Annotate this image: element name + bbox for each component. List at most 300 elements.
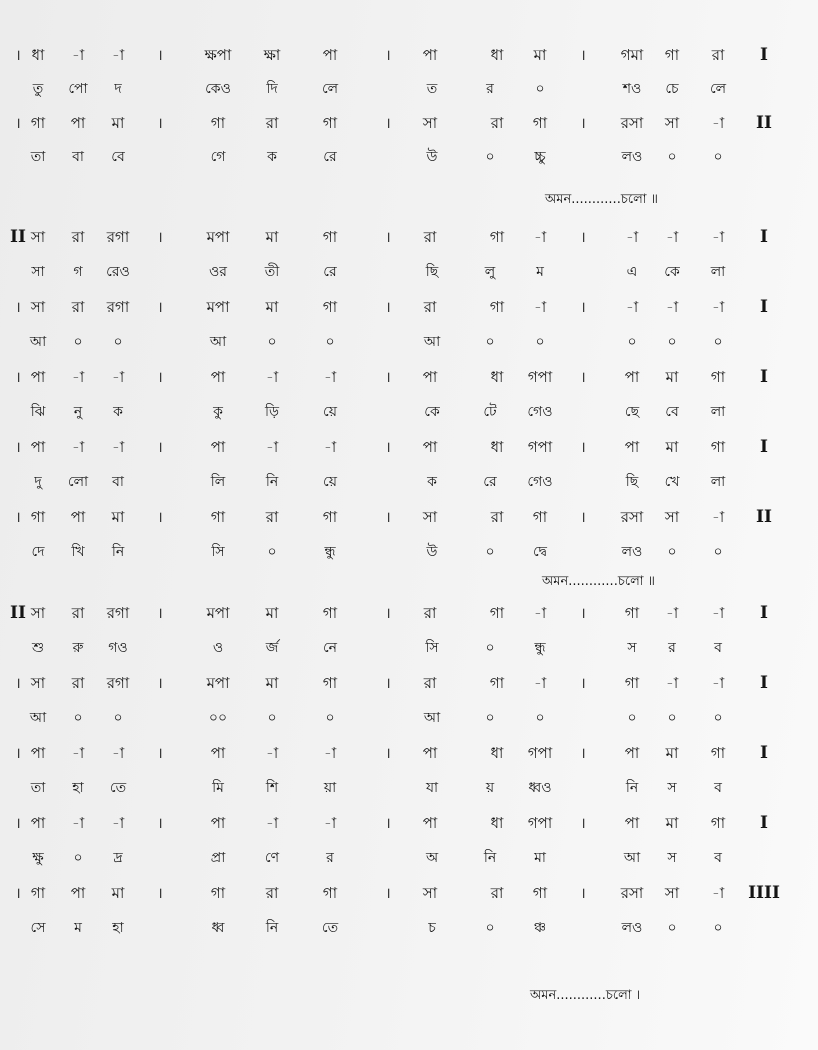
bar-line: । (385, 744, 391, 762)
lyric-syllable: ম (536, 264, 544, 280)
bar-line: । (157, 228, 163, 246)
swar-note: রগা (106, 298, 130, 316)
lyric-syllable: ত (426, 81, 438, 97)
swar-note: -া (665, 604, 679, 622)
lyric-syllable: ছি (625, 474, 639, 490)
bar-line: । (580, 368, 586, 386)
swar-note: ধা (490, 46, 504, 64)
swar-note: -া (533, 298, 547, 316)
lyric-syllable: গে (210, 149, 226, 165)
lyric-syllable: তে (109, 780, 127, 796)
swar-note: I (760, 297, 768, 317)
swar-note: গা (322, 604, 338, 622)
refrain-cue: অমন............চলো ॥ (545, 192, 659, 207)
lyric-row (0, 467, 818, 497)
lyric-syllable: ঞ্চ (533, 920, 547, 936)
lyric-syllable: যা (425, 780, 439, 796)
swar-note: পা (322, 46, 338, 64)
swar-note: পা (422, 744, 438, 762)
swar-note: I (760, 437, 768, 457)
swar-note: রা (490, 884, 504, 902)
swar-note: -া (323, 744, 337, 762)
bar-line: । (157, 114, 163, 132)
swar-note: রা (265, 114, 279, 132)
swar-note: সা (664, 114, 680, 132)
lyric-syllable: স (667, 850, 677, 866)
lyric-syllable: ০ (535, 81, 545, 97)
lyric-syllable: নে (322, 640, 338, 656)
swar-note: রা (71, 674, 85, 692)
lyric-syllable: গ (73, 264, 83, 280)
bar-line: । (580, 814, 586, 832)
swar-note: -া (265, 814, 279, 832)
swar-note: পা (210, 368, 226, 386)
swar-note: রসা (620, 508, 644, 526)
lyric-syllable: আ (423, 710, 441, 726)
swar-row (0, 502, 818, 532)
swar-note: মপা (206, 604, 230, 622)
lyric-syllable: লা (710, 404, 726, 420)
bar-line: । (385, 884, 391, 902)
swar-note: পা (624, 744, 640, 762)
swar-note: -া (625, 228, 639, 246)
lyric-syllable: য়ে (323, 474, 337, 490)
swar-note: রা (71, 604, 85, 622)
lyric-syllable: গেও (527, 404, 553, 420)
lyric-syllable: ০ (667, 544, 677, 560)
swar-note: পা (70, 508, 86, 526)
swar-row (0, 598, 818, 628)
lyric-syllable: সে (30, 920, 46, 936)
swar-note: পা (70, 884, 86, 902)
lyric-syllable: আ (29, 334, 47, 350)
lyric-syllable: য়া (323, 780, 337, 796)
swar-row (0, 808, 818, 838)
swar-note: ধা (31, 46, 45, 64)
swar-note: -া (111, 46, 125, 64)
swar-note: গা (210, 508, 226, 526)
lyric-row (0, 142, 818, 172)
lyric-syllable: ০ (485, 640, 495, 656)
bar-line: । (580, 46, 586, 64)
bar-line: । (385, 604, 391, 622)
swar-note: মা (265, 298, 279, 316)
bar-line: । (580, 744, 586, 762)
lyric-syllable: ০ (713, 920, 723, 936)
lyric-syllable: র (326, 850, 334, 866)
swar-note: -া (71, 46, 85, 64)
swar-note: মা (665, 438, 679, 456)
bar-line: । (157, 508, 163, 526)
bar-line: । (15, 744, 21, 762)
lyric-syllable: ০ (267, 544, 277, 560)
swar-note: -া (71, 368, 85, 386)
swar-note: ধা (490, 438, 504, 456)
swar-note: ধা (490, 368, 504, 386)
lyric-syllable: তী (264, 264, 280, 280)
swar-note: গা (210, 884, 226, 902)
lyric-row (0, 257, 818, 287)
swar-note: গা (710, 744, 726, 762)
swar-row (0, 362, 818, 392)
swar-note: গা (489, 298, 505, 316)
lyric-syllable: প্রা (210, 850, 226, 866)
lyric-syllable: গেও (527, 474, 553, 490)
lyric-syllable: ধ্বও (528, 780, 552, 796)
swar-note: গপা (527, 744, 553, 762)
swar-note: মা (665, 744, 679, 762)
lyric-syllable: বা (112, 474, 124, 490)
swar-note: গপা (527, 814, 553, 832)
lyric-syllable: সি (211, 544, 225, 560)
bar-line: । (580, 298, 586, 316)
lyric-syllable: ০ (267, 710, 277, 726)
swar-note: গা (489, 674, 505, 692)
swar-note: I (760, 813, 768, 833)
lyric-syllable: উ (426, 544, 438, 560)
lyric-syllable: র্জ (265, 640, 279, 656)
swar-note: গা (322, 298, 338, 316)
bar-line: । (157, 814, 163, 832)
swar-row (0, 668, 818, 698)
bar-line: । (15, 438, 21, 456)
swar-row (0, 432, 818, 462)
swar-note: -া (71, 438, 85, 456)
swar-note: রসা (620, 884, 644, 902)
lyric-syllable: আ (209, 334, 227, 350)
bar-line: । (15, 674, 21, 692)
swar-note: সা (30, 228, 46, 246)
swar-note: রা (265, 508, 279, 526)
lyric-syllable: ও (212, 640, 224, 656)
swar-note: মপা (206, 298, 230, 316)
swar-note: -া (625, 298, 639, 316)
lyric-syllable: নি (265, 474, 279, 490)
swar-note: I (760, 227, 768, 247)
swar-note: গা (710, 814, 726, 832)
swar-note: গপা (527, 368, 553, 386)
swar-note: গা (710, 438, 726, 456)
lyric-syllable: পো (68, 81, 88, 97)
lyric-syllable: লা (710, 474, 726, 490)
lyric-syllable: অ (425, 850, 439, 866)
bar-line: । (15, 298, 21, 316)
swar-note: রা (423, 604, 437, 622)
bar-line: । (580, 228, 586, 246)
swar-note: পা (70, 114, 86, 132)
lyric-row (0, 703, 818, 733)
lyric-syllable: লও (621, 544, 643, 560)
lyric-syllable: লও (621, 920, 643, 936)
swar-note: -া (111, 744, 125, 762)
swar-note: গা (30, 114, 46, 132)
bar-line: । (385, 228, 391, 246)
swar-note: -া (265, 438, 279, 456)
swar-note: I (760, 45, 768, 65)
lyric-syllable: তে (321, 920, 339, 936)
lyric-syllable: ধ্ব (211, 920, 225, 936)
swar-note: -া (711, 228, 725, 246)
lyric-syllable: দি (266, 81, 278, 97)
swar-note: -া (711, 114, 725, 132)
swar-row (0, 878, 818, 908)
swar-note: রা (423, 674, 437, 692)
swar-note: রসা (620, 114, 644, 132)
swar-note: -া (533, 604, 547, 622)
bar-line: । (385, 814, 391, 832)
swar-note: গমা (620, 46, 644, 64)
lyric-syllable: ছে (624, 404, 640, 420)
swar-note: গা (322, 508, 338, 526)
swar-row (0, 40, 818, 70)
swar-note: I (760, 603, 768, 623)
lyric-syllable: চ (428, 920, 436, 936)
lyric-syllable: রু (72, 640, 84, 656)
swar-note: -া (665, 228, 679, 246)
lyric-syllable: লও (621, 149, 643, 165)
swar-note: -া (71, 744, 85, 762)
swar-note: গা (322, 884, 338, 902)
swar-note: পা (210, 438, 226, 456)
swar-note: পা (624, 814, 640, 832)
swar-note: গা (624, 674, 640, 692)
lyric-row (0, 397, 818, 427)
lyric-syllable: ০ (73, 334, 83, 350)
swar-note: পা (210, 744, 226, 762)
lyric-syllable: ০ (627, 334, 637, 350)
lyric-syllable: ঝি (30, 404, 46, 420)
swar-row (0, 222, 818, 252)
swar-note: মা (265, 674, 279, 692)
swar-note: পা (30, 744, 46, 762)
lyric-syllable: ন্ধু (324, 544, 336, 560)
lyric-syllable: নি (111, 544, 125, 560)
swar-note: ধা (490, 814, 504, 832)
lyric-syllable: ০ (73, 850, 83, 866)
bar-line: । (15, 114, 21, 132)
lyric-syllable: ০ (535, 710, 545, 726)
lyric-syllable: ০ (485, 710, 495, 726)
lyric-syllable: আ (623, 850, 641, 866)
swar-note: -া (111, 814, 125, 832)
bar-line: । (15, 368, 21, 386)
swar-note: রা (423, 228, 437, 246)
swar-note: রা (71, 298, 85, 316)
lyric-syllable: ছি (425, 264, 439, 280)
lyric-syllable: লে (709, 81, 727, 97)
lyric-syllable: টে (483, 404, 497, 420)
lyric-syllable: নি (265, 920, 279, 936)
lyric-row (0, 633, 818, 663)
swar-note: পা (422, 368, 438, 386)
lyric-syllable: বে (665, 404, 679, 420)
lyric-syllable: দ (114, 81, 122, 97)
lyric-syllable: ওর (208, 264, 228, 280)
lyric-syllable: রে (323, 264, 337, 280)
swar-note: পা (422, 814, 438, 832)
lyric-syllable: লি (210, 474, 226, 490)
lyric-syllable: ০ (485, 920, 495, 936)
bar-line: । (157, 604, 163, 622)
lyric-syllable: তু (32, 81, 44, 97)
swar-note: I (760, 673, 768, 693)
swar-note: রা (490, 508, 504, 526)
lyric-syllable: কে (664, 264, 680, 280)
swar-note: মপা (206, 228, 230, 246)
lyric-syllable: বে (111, 149, 125, 165)
lyric-syllable: ০ (667, 710, 677, 726)
swar-note: সা (664, 884, 680, 902)
lyric-row (0, 913, 818, 943)
lyric-syllable: বা (72, 149, 84, 165)
swar-note: গা (532, 884, 548, 902)
swar-note: গা (710, 368, 726, 386)
swar-note: মপা (206, 674, 230, 692)
bar-line: । (385, 508, 391, 526)
swar-note: মা (533, 46, 547, 64)
lyric-syllable: নি (625, 780, 639, 796)
bar-line: । (580, 604, 586, 622)
bar-line: । (385, 298, 391, 316)
lyric-syllable: ব (714, 780, 722, 796)
lyric-syllable: হা (112, 920, 124, 936)
lyric-syllable: দে (31, 544, 45, 560)
swar-note: গা (624, 604, 640, 622)
swar-note: রা (423, 298, 437, 316)
lyric-syllable: ম (74, 920, 82, 936)
swar-note: -া (323, 438, 337, 456)
swar-note: গা (532, 508, 548, 526)
lyric-syllable: ০ (113, 710, 123, 726)
bar-line: । (385, 114, 391, 132)
bar-line: । (15, 814, 21, 832)
swar-row (0, 292, 818, 322)
lyric-syllable: ন্ধু (534, 640, 546, 656)
lyric-syllable: য়ে (323, 404, 337, 420)
swar-note: সা (30, 604, 46, 622)
lyric-syllable: ০ (713, 710, 723, 726)
lyric-syllable: এ (626, 264, 638, 280)
swar-note: পা (624, 368, 640, 386)
swar-note: -া (323, 368, 337, 386)
bar-line: । (580, 114, 586, 132)
swar-note: পা (624, 438, 640, 456)
swar-note: -া (665, 298, 679, 316)
swar-note: -া (111, 438, 125, 456)
swar-row (0, 738, 818, 768)
lyric-syllable: তা (30, 780, 46, 796)
lyric-syllable: রে (483, 474, 497, 490)
swar-note: -া (711, 674, 725, 692)
swar-note: -া (711, 884, 725, 902)
swar-note: -া (533, 228, 547, 246)
lyric-syllable: শও (622, 81, 642, 97)
lyric-syllable: ০ (713, 149, 723, 165)
bar-line: । (580, 884, 586, 902)
lyric-syllable: ০ (73, 710, 83, 726)
bar-line: । (15, 884, 21, 902)
swar-note: II (756, 113, 772, 133)
lyric-syllable: আ (423, 334, 441, 350)
lyric-row (0, 773, 818, 803)
swar-note: সা (30, 298, 46, 316)
swar-note: মা (265, 604, 279, 622)
bar-line: । (385, 46, 391, 64)
swar-note: মা (265, 228, 279, 246)
swar-note: গা (322, 674, 338, 692)
lyric-syllable: ০ (485, 149, 495, 165)
lyric-syllable: নি (483, 850, 497, 866)
swar-note: সা (664, 508, 680, 526)
lyric-syllable: স (627, 640, 637, 656)
swar-note: রা (711, 46, 725, 64)
swar-note: -া (711, 298, 725, 316)
lyric-syllable: তা (30, 149, 46, 165)
lyric-row (0, 537, 818, 567)
lyric-syllable: দ্র (113, 850, 123, 866)
lyric-syllable: ড়ি (265, 404, 279, 420)
swar-note: রগা (106, 674, 130, 692)
swar-note: মা (111, 508, 125, 526)
swar-note: II (10, 603, 26, 623)
lyric-syllable: ব (714, 640, 722, 656)
swar-note: গপা (527, 438, 553, 456)
swar-note: সা (422, 884, 438, 902)
bar-line: । (385, 438, 391, 456)
swar-note: ধা (490, 744, 504, 762)
refrain-cue: অমন............চলো ॥ (542, 574, 656, 589)
lyric-syllable: ০ (667, 920, 677, 936)
refrain-cue: অমন............চলো । (530, 988, 641, 1003)
lyric-syllable: ০ (267, 334, 277, 350)
lyric-syllable: দু (34, 474, 42, 490)
bar-line: । (580, 674, 586, 692)
swar-note: গা (532, 114, 548, 132)
lyric-syllable: ব (714, 850, 722, 866)
lyric-syllable: ০ (667, 334, 677, 350)
lyric-syllable: মা (534, 850, 546, 866)
bar-line: । (157, 744, 163, 762)
swar-note: II (756, 507, 772, 527)
swar-note: পা (30, 814, 46, 832)
lyric-syllable: উ (426, 149, 438, 165)
lyric-syllable: ০ (485, 334, 495, 350)
swar-note: ক্ষা (263, 46, 281, 64)
bar-line: । (15, 46, 21, 64)
lyric-syllable: শু (31, 640, 45, 656)
lyric-syllable: ক (113, 404, 123, 420)
swar-note: গা (489, 604, 505, 622)
swar-note: রা (490, 114, 504, 132)
lyric-syllable: নু (73, 404, 83, 420)
swar-note: ক্ষপা (204, 46, 232, 64)
lyric-syllable: দ্বে (533, 544, 547, 560)
swar-note: সা (422, 114, 438, 132)
lyric-syllable: হা (72, 780, 84, 796)
lyric-syllable: ০ (485, 544, 495, 560)
lyric-syllable: লু (484, 264, 496, 280)
lyric-syllable: ০ (325, 710, 335, 726)
lyric-row (0, 843, 818, 873)
lyric-syllable: চ্চু (534, 149, 546, 165)
swar-note: IIII (748, 883, 780, 903)
lyric-syllable: ০ (667, 149, 677, 165)
bar-line: । (580, 508, 586, 526)
lyric-syllable: ক (267, 149, 277, 165)
swar-note: -া (711, 604, 725, 622)
lyric-syllable: কু (213, 404, 223, 420)
lyric-row (0, 74, 818, 104)
